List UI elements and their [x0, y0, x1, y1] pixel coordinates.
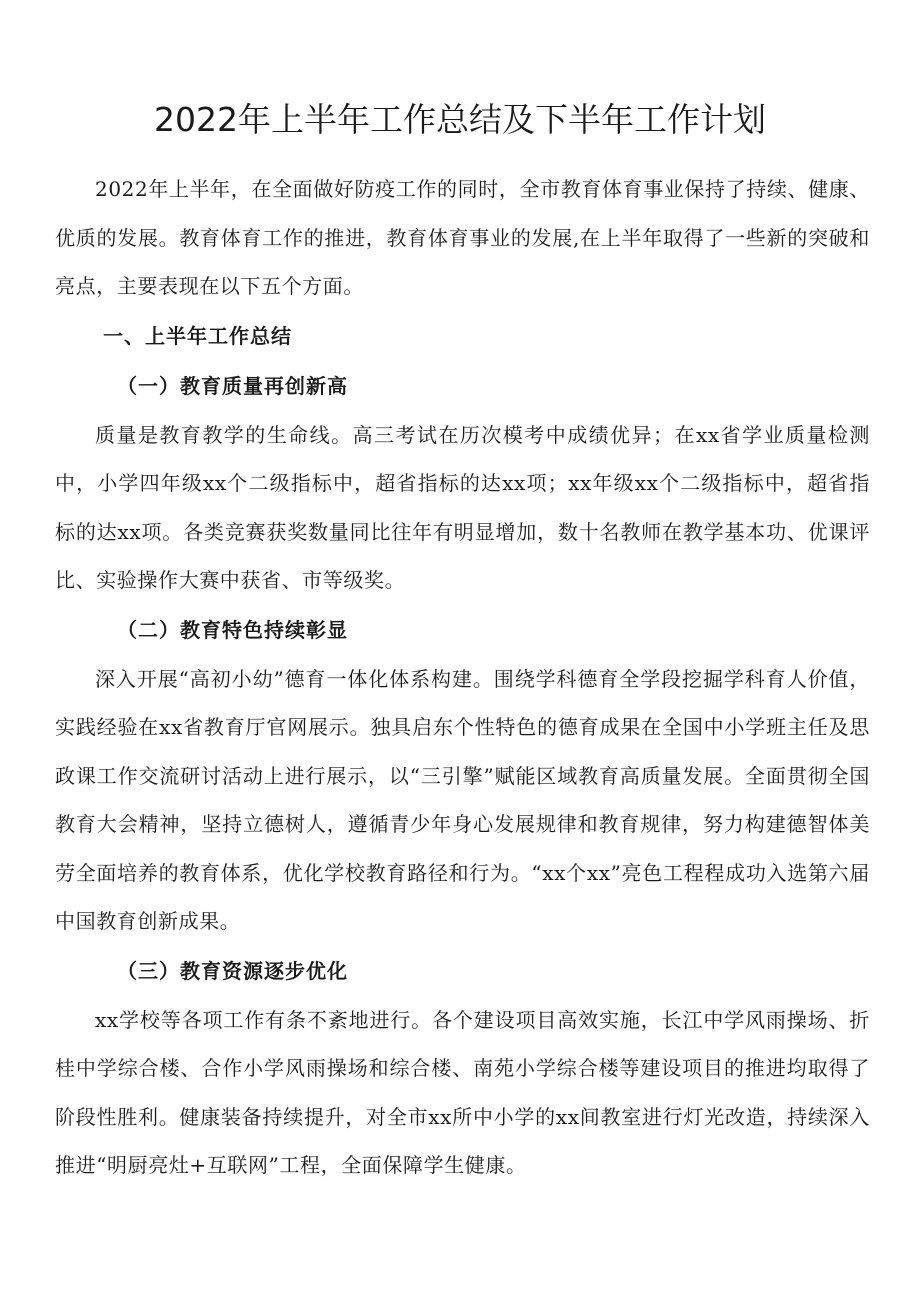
education-resources-paragraph: xx学校等各项工作有条不紊地进行。各个建设项目高效实施，长江中学风雨操场、折桂中学综合楼、合作小学风雨操场和综合楼、南苑小学综合楼等建设项目的推进均取得了阶段性胜利。健康装备持续提升，对全市xx所中小学的xx间教室进行灯光改造，持续深入推进“明厨亮灶+互联网”工程，全面保障学生健康。 [55, 1007, 870, 1177]
intro-paragraph: 2022年上半年，在全面做好防疫工作的同时，全市教育体育事业保持了持续、健康、优质的发展。教育体育工作的推进，教育体育事业的发展,在上半年取得了一些新的突破和亮点，主要表现在以下五个方面。 [55, 177, 870, 298]
education-features-paragraph: 深入开展“高初小幼”德育一体化体系构建。围绕学科德育全学段挖掘学科育人价值，实践经验在xx省教育厅官网展示。独具启东个性特色的德育成果在全国中小学班主任及思政课工作交流研讨活动上进行展示，以“三引擎”赋能区域教育高质量发展。全面贯彻全国教育大会精神，坚持立德树人，遵循青少年身心发展规律和教育规律，努力构建德智体美劳全面培养的教育体系，优化学校教育路径和行为。“xx个xx”亮色工程程成功入选第六届中国教育创新成果。 [55, 666, 870, 933]
subsection-heading-education-features: （二）教育特色持续彰显 [117, 617, 348, 642]
document-title: 2022年上半年工作总结及下半年工作计划 [154, 100, 766, 139]
subsection-heading-education-quality: （一）教育质量再创新高 [117, 373, 348, 398]
section-heading-first-half-summary: 一、上半年工作总结 [103, 323, 292, 348]
subsection-heading-education-resources: （三）教育资源逐步优化 [117, 958, 348, 983]
education-quality-paragraph: 质量是教育教学的生命线。高三考试在历次模考中成绩优异；在xx省学业质量检测中，小学四年级xx个二级指标中，超省指标的达xx项；xx年级xx个二级指标中，超省指标的达xx项。各类竞赛获奖数量同比往年有明显增加，数十名教师在教学基本功、优课评比、实验操作大赛中获省、市等级奖。 [55, 422, 870, 592]
document-body [55, 165, 870, 1190]
